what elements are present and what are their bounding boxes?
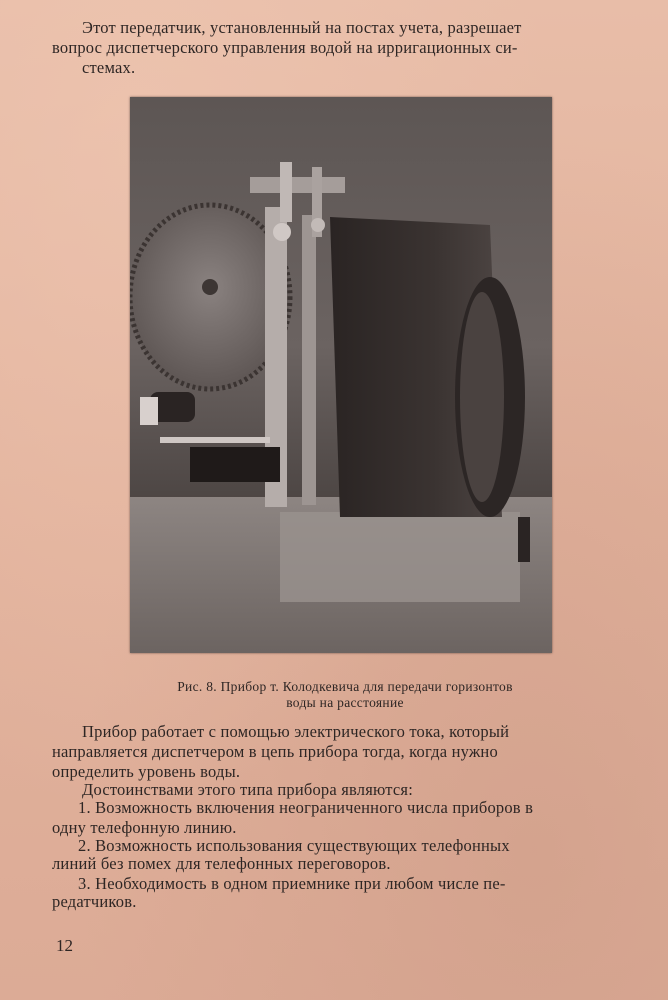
intro-line-2: вопрос диспетчерского управления водой на ирригационных си- <box>52 38 518 57</box>
figure-caption-line-2: воды на расстояние <box>286 695 404 710</box>
page-number: 12 <box>56 936 73 955</box>
body-p1-line-2: направляется диспетчером в цепь прибора тогда, когда нужно <box>52 742 498 761</box>
intro-line-3: стемах. <box>82 58 136 77</box>
list-item-2-line-2: линий без помех для телефонных переговоров. <box>52 854 391 873</box>
device-photo-drawing <box>130 97 552 653</box>
body-p2-line-1: Достоинствами этого типа прибора являются: <box>82 780 414 799</box>
body-p1-line-1: Прибор работает с помощью электрического тока, который <box>82 722 510 741</box>
list-item-2-line-1: 2. Возможность использования существующих телефонных <box>78 836 510 855</box>
body-p1-line-3: определить уровень воды. <box>52 762 241 781</box>
list-item-3-line-1: 3. Необходимость в одном приемнике при любом числе пе- <box>78 874 506 893</box>
device-photo <box>130 97 552 653</box>
list-item-1-line-1: 1. Возможность включения неограниченного числа приборов в <box>78 798 534 817</box>
intro-line-1: Этот передатчик, установленный на постах учета, разрешает <box>82 18 522 37</box>
list-item-1-line-2: одну телефонную линию. <box>52 818 237 837</box>
list-item-3-line-2: редатчиков. <box>52 892 137 911</box>
figure-caption-line-1: Рис. 8. Прибор т. Колодкевича для передачи горизонтов <box>177 679 513 694</box>
